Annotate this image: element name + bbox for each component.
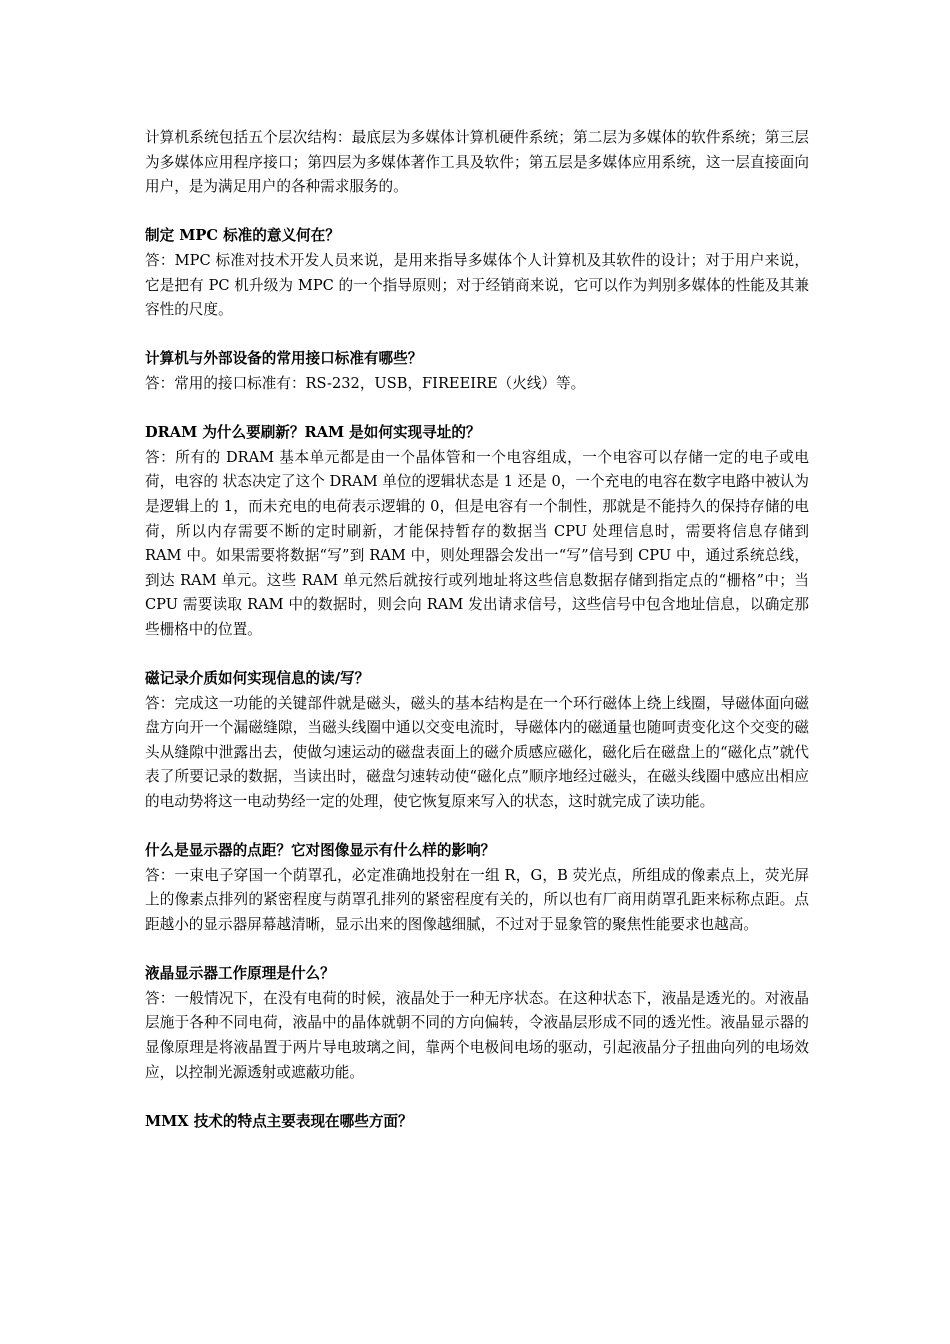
- question-heading: 磁记录介质如何实现信息的读/写？: [145, 670, 370, 688]
- intro-paragraph: 计算机系统包括五个层次结构：最底层为多媒体计算机硬件系统；第二层为多媒体的软件系统；第三层为多媒体应用程序接口；第四层为多媒体著作工具及软件；第五层是多媒体应用系统，这一层直接面向用户，是为满足用户的各种需求服务的。: [145, 129, 809, 196]
- qa-section-mpc: [145, 224, 809, 322]
- qa-section-interface: [145, 347, 809, 396]
- question-heading: 计算机与外部设备的常用接口标准有哪些？: [145, 350, 423, 368]
- question-heading: 什么是显示器的点距？它对图像显示有什么样的影响？: [145, 842, 496, 860]
- question-heading: MMX 技术的特点主要表现在哪些方面？: [145, 1112, 413, 1130]
- question-heading: DRAM 为什么要刷新？RAM 是如何实现寻址的？: [145, 424, 481, 442]
- answer-paragraph: 答：常用的接口标准有：RS-232，USB，FIREEIRE（火线）等。: [145, 374, 586, 392]
- answer-paragraph: 答：所有的 DRAM 基本单元都是由一个晶体管和一个电容组成，一个电容可以存储一定的电子或电荷，电容的 状态决定了这个 DRAM 单位的逻辑状态是 1 还是 0，一个充电的电容在数字电路中被认为是逻辑上的 1，而未充电的电荷表示逻辑的 0，但是电容有一个制性，那就是不能持久的保持存储的电荷，所以内存需要不断的定时刷新，才能保持暂存的数据当 CPU 处理信息时，需要将信息存储到 RAM 中。如果需要将数据“写”到 RAM 中，则处理器会发出一“写”信号到 CPU 中，通过系统总线，到达 RAM 单元。这些 RAM 单元然后就按行或列地址将这些信息数据存储到指定点的“栅格”中；当 CPU 需要读取 RAM 中的数据时，则会向 RAM 发出请求信号，这些信号中包含地址信息，以确定那些栅格中的位置。: [145, 448, 809, 638]
- answer-paragraph: 答：一束电子穿国一个荫罩孔，必定准确地投射在一组 R，G，B 荧光点，所组成的像素点上，荧光屏上的像素点排列的紧密程度与荫罩孔排列的紧密程度有关的，所以也有厂商用荫罩孔距来标称点距。点距越小的显示器屏幕越清晰，显示出来的图像越细腻，不过对于显象管的聚焦性能要求也越高。: [145, 866, 809, 933]
- question-heading: 液晶显示器工作原理是什么？: [145, 965, 335, 983]
- qa-section-dram: [145, 421, 809, 642]
- question-heading: 制定 MPC 标准的意义何在？: [145, 227, 340, 245]
- answer-paragraph: 答：完成这一功能的关键部件就是磁头，磁头的基本结构是在一个环行磁体上绕上线圈，导磁体面向磁盘方向开一个漏磁缝隙，当磁头线圈中通以交变电流时，导磁体内的磁通量也随呵责变化这个交变的磁头从缝隙中泄露出去，使做匀速运动的磁盘表面上的磁介质感应磁化，磁化后在磁盘上的“磁化点”就代表了所要记录的数据，当读出时，磁盘匀速转动使“磁化点”顺序地经过磁头，在磁头线圈中感应出相应的电动势将这一电动势经一定的处理，使它恢复原来写入的状态，这时就完成了读功能。: [145, 694, 809, 811]
- answer-paragraph: 答：一般情况下，在没有电荷的时候，液晶处于一种无序状态。在这种状态下，液晶是透光的。对液晶层施于各种不同电荷，液晶中的晶体就朝不同的方向偏转，令液晶层形成不同的透光性。液晶显示器的显像原理是将液晶置于两片导电玻璃之间，靠两个电极间电场的驱动，引起液晶分子扭曲向列的电场效应，以控制光源透射或遮蔽功能。: [145, 989, 809, 1081]
- qa-section-lcd: [145, 962, 809, 1085]
- document-body: [145, 126, 809, 1134]
- qa-section-mmx: [145, 1110, 809, 1135]
- qa-section-magnetic: [145, 667, 809, 815]
- answer-paragraph: 答：MPC 标准对技术开发人员来说，是用来指导多媒体个人计算机及其软件的设计；对于用户来说，它是把有 PC 机升级为 MPC 的一个指导原则；对于经销商来说，它可以作为判别多媒体的性能及其兼容性的尺度。: [145, 251, 809, 319]
- qa-section-dot-pitch: [145, 839, 809, 937]
